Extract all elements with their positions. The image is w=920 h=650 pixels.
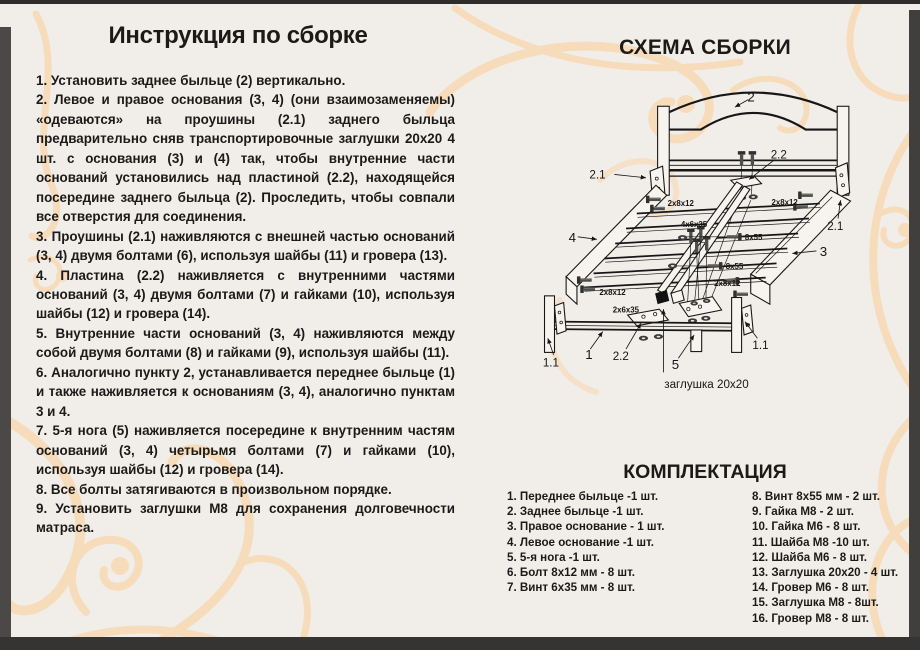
label-part-5: 5	[671, 357, 680, 373]
assembly-diagram	[490, 78, 920, 463]
part-item: 2. Заднее быльце -1 шт.	[507, 505, 644, 519]
label-bolt-2x8x12: 2х8х12	[771, 198, 798, 208]
part-item: 15. Заглушка М8 - 8шт.	[752, 596, 879, 610]
instruction-step-6: 6. Аналогично пункту 2, устанавливается переднее быльце (1) и также наживляется к основаниям (3, 4), аналогично пунктам 3 и 4.	[36, 364, 455, 419]
page-border-top	[0, 0, 920, 4]
parts-list-column-2	[752, 489, 898, 626]
part-item: 12. Шайба М6 - 8 шт.	[752, 550, 868, 564]
part-item: 3. Правое основание - 1 шт.	[507, 520, 665, 534]
label-bolt-2x8x12: 2х8х12	[599, 288, 626, 298]
label-bolt-2x8x12: 2х8х12	[667, 199, 694, 209]
part-item: 1. Переднее быльце -1 шт.	[507, 490, 659, 503]
part-item: 10. Гайка М6 - 8 шт.	[752, 520, 861, 534]
part-item: 7. Винт 6х35 мм - 8 шт.	[507, 581, 635, 595]
instructions-title: Инструкция по сборке	[108, 22, 368, 49]
parts-list-column-1	[507, 489, 664, 595]
label-screw-8x55: 8х55	[744, 233, 763, 243]
label-bolt-2x8x12: 2х8х12	[714, 278, 741, 288]
page-border-bottom	[0, 637, 920, 650]
instruction-step-2: 2. Левое и правое основания (3, 4) (они взаимозаменяемы) «одеваются» на проушины (2.1) заднего быльца предварительно сняв транспортировочные заглушки 20х20 4 шт. с основания (3) и (4) так, чтобы внутренние части оснований установились над пластиной (2.2), находящейся посередине заднего быльца (2). Проследить, чтобы совпали все отверстия для соединения.	[36, 92, 455, 225]
instruction-step-5: 5. Внутренние части оснований (3, 4) наживляются между собой двумя болтами (8) и гайками (9), используя шайбы (11).	[36, 325, 455, 361]
label-part-2-2: 2.2	[770, 148, 787, 162]
instruction-step-3: 3. Проушины (2.1) наживляются с внешней частью оснований (3, 4) двумя болтами (6), используя шайбы (11) и гровера (13).	[36, 228, 455, 264]
label-part-4: 4	[568, 229, 577, 245]
part-item: 11. Шайба М8 -10 шт.	[752, 535, 870, 549]
part-item: 16. Гровер М8 - 8 шт.	[752, 611, 869, 625]
part-item: 9. Гайка М8 - 2 шт.	[752, 505, 854, 519]
footboard-front-byltse	[545, 296, 754, 353]
label-part-2-2: 2.2	[612, 349, 629, 363]
label-part-1-1: 1.1	[542, 356, 560, 370]
label-part-2-1: 2.1	[589, 168, 606, 182]
instruction-step-1: 1. Установить заднее быльце (2) вертикально.	[36, 73, 346, 88]
label-screw-2x6x35: 2х6х35	[612, 305, 639, 315]
label-screw-4x6x35: 4х6х35	[680, 219, 708, 229]
assembly-scheme-title: СХЕМА СБОРКИ	[619, 36, 791, 59]
part-item: 8. Винт 8х55 мм - 2 шт.	[752, 490, 880, 503]
parts-list-title: КОМПЛЕКТАЦИЯ	[623, 461, 787, 483]
page-border-left	[0, 27, 11, 650]
instruction-step-8: 8. Все болты затягиваются в произвольном порядке.	[36, 481, 392, 497]
instruction-step-9: 9. Установить заглушки М8 для сохранения долговечности матраса.	[36, 500, 455, 536]
label-part-2: 2	[747, 89, 755, 105]
part-item: 4. Левое основание -1 шт.	[507, 535, 654, 549]
part-item: 5. 5-я нога -1 шт.	[507, 550, 600, 564]
instructions-panel	[36, 71, 455, 538]
label-part-3: 3	[819, 243, 828, 259]
part-item: 14. Гровер М6 - 8 шт.	[752, 581, 869, 595]
label-part-1-1: 1.1	[752, 339, 769, 353]
instruction-step-4: 4. Пластина (2.2) наживляется с внутренними частями оснований (3, 4) двумя болтами (7) и гайками (10), используя шайбы (12) и гровера (14).	[36, 267, 455, 322]
part-item: 13. Заглушка 20х20 - 4 шт.	[752, 566, 899, 580]
part-item: 6. Болт 8х12 мм - 8 шт.	[507, 566, 635, 580]
label-cap-20x20: заглушка 20х20	[664, 378, 749, 392]
base-frame-rails	[566, 182, 850, 304]
instruction-step-7: 7. 5-я нога (5) наживляется посередине к внутренним частям оснований (3, 4) четырьмя болтами (7) и гайками (10), используя шайбы (12) и гровера (14).	[36, 423, 455, 478]
page-border-right	[909, 10, 920, 650]
label-part-1: 1	[585, 347, 593, 363]
label-screw-8x55: 8х55	[725, 262, 744, 272]
label-part-2-1: 2.1	[827, 220, 844, 234]
